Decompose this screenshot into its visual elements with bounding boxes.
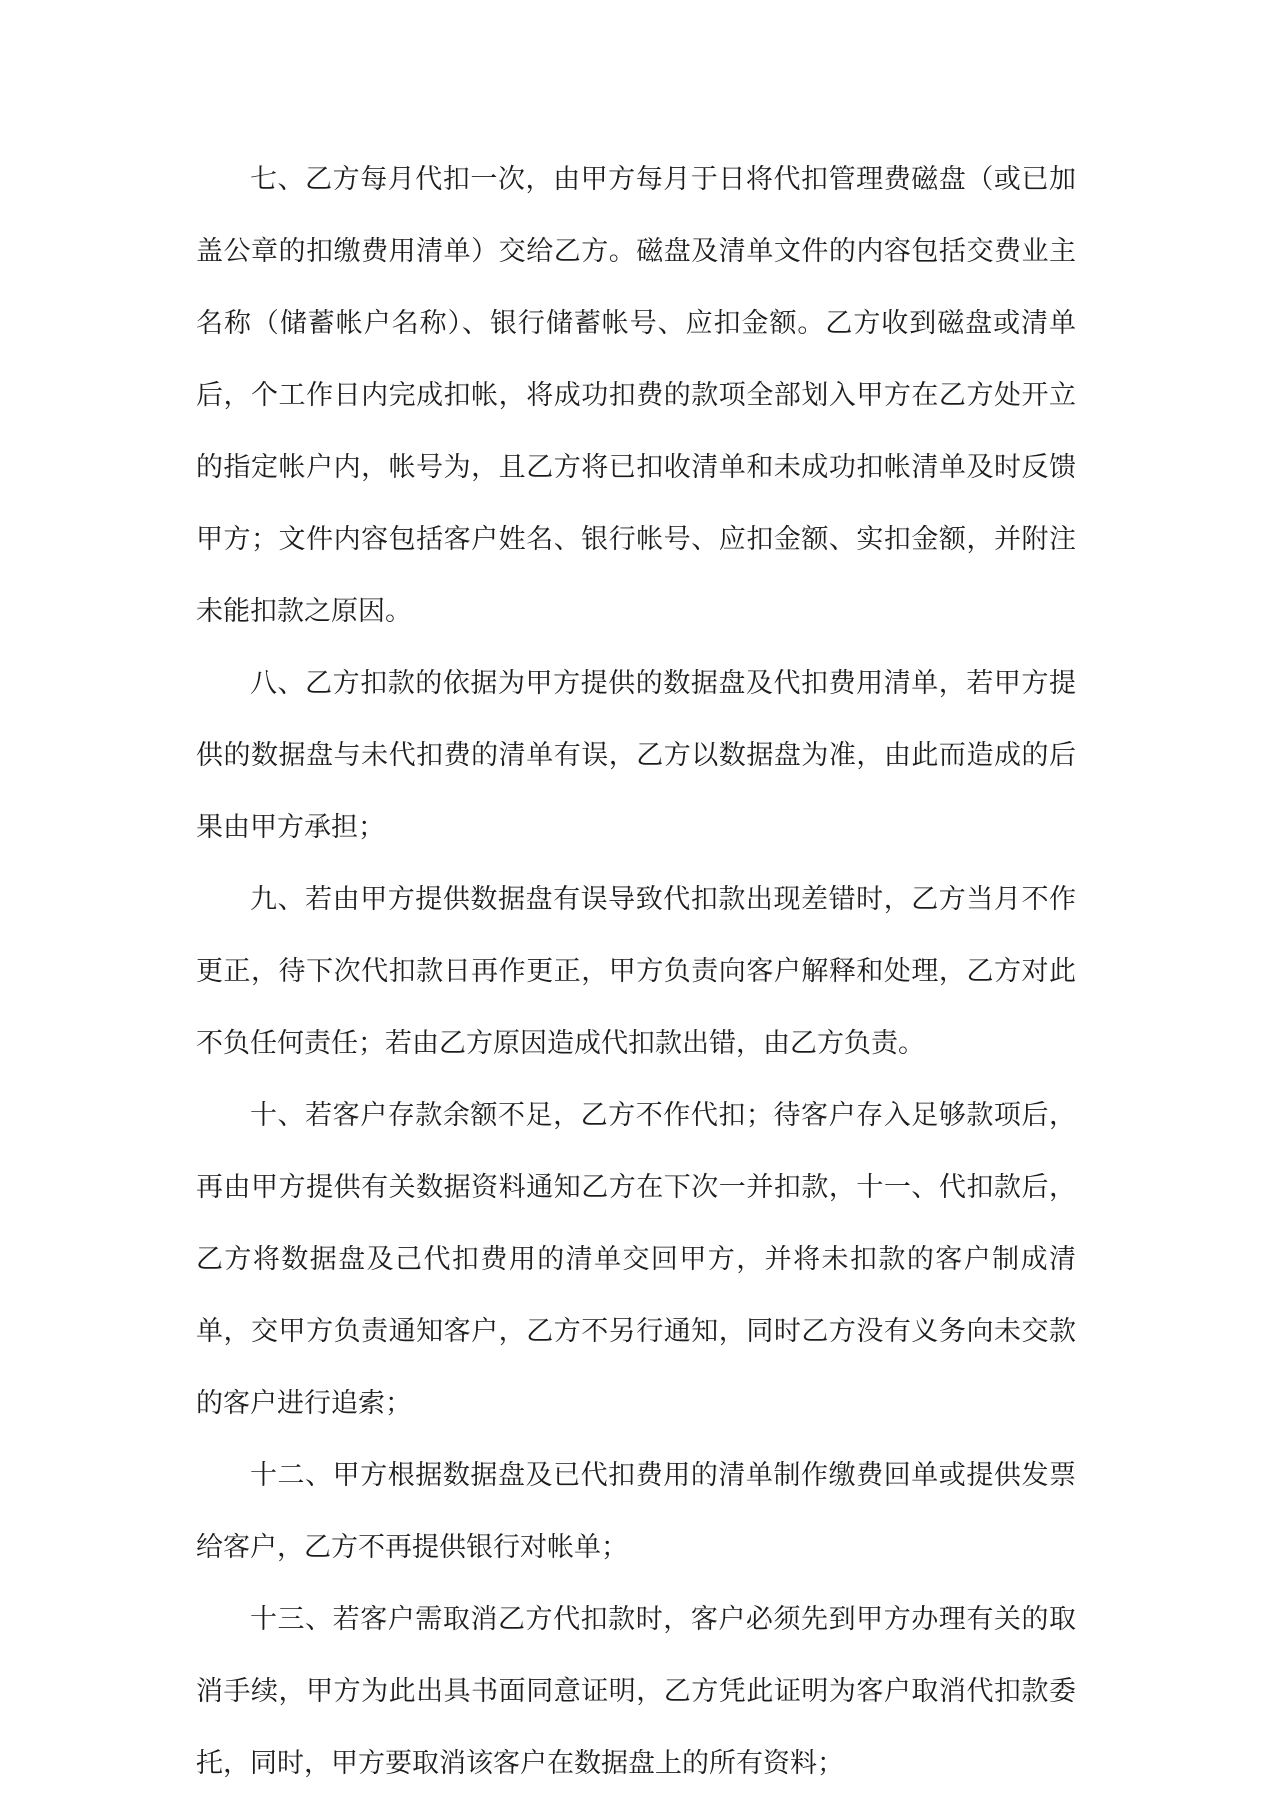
clause-8: 八、乙方扣款的依据为甲方提供的数据盘及代扣费用清单，若甲方提供的数据盘与未代扣费的清单有误，乙方以数据盘为准，由此而造成的后果由甲方承担； — [196, 668, 1076, 843]
clause-12: 十二、甲方根据数据盘及已代扣费用的清单制作缴费回单或提供发票给客户，乙方不再提供银行对帐单； — [196, 1460, 1076, 1563]
clause-9: 九、若由甲方提供数据盘有误导致代扣款出现差错时，乙方当月不作更正，待下次代扣款日再作更正，甲方负责向客户解释和处理，乙方对此不负任何责任；若由乙方原因造成代扣款出错，由乙方负责。 — [196, 884, 1076, 1059]
clause-10: 十、若客户存款余额不足，乙方不作代扣；待客户存入足够款项后，再由甲方提供有关数据资料通知乙方在下次一并扣款，十一、代扣款后，乙方将数据盘及己代扣费用的清单交回甲方，并将未扣款的客户制成清单，交甲方负责通知客户，乙方不另行通知，同时乙方没有义务向未交款的客户进行追索； — [196, 1100, 1076, 1419]
document-body — [196, 144, 1076, 1800]
clause-7: 七、乙方每月代扣一次，由甲方每月于日将代扣管理费磁盘（或已加盖公章的扣缴费用清单）交给乙方。磁盘及清单文件的内容包括交费业主名称（储蓄帐户名称）、银行储蓄帐号、应扣金额。乙方收到磁盘或清单后，个工作日内完成扣帐，将成功扣费的款项全部划入甲方在乙方处开立的指定帐户内，帐号为，且乙方将已扣收清单和未成功扣帐清单及时反馈甲方；文件内容包括客户姓名、银行帐号、应扣金额、实扣金额，并附注未能扣款之原因。 — [196, 164, 1076, 627]
clause-13: 十三、若客户需取消乙方代扣款时，客户必须先到甲方办理有关的取消手续，甲方为此出具书面同意证明，乙方凭此证明为客户取消代扣款委托，同时，甲方要取消该客户在数据盘上的所有资料； — [196, 1604, 1076, 1779]
